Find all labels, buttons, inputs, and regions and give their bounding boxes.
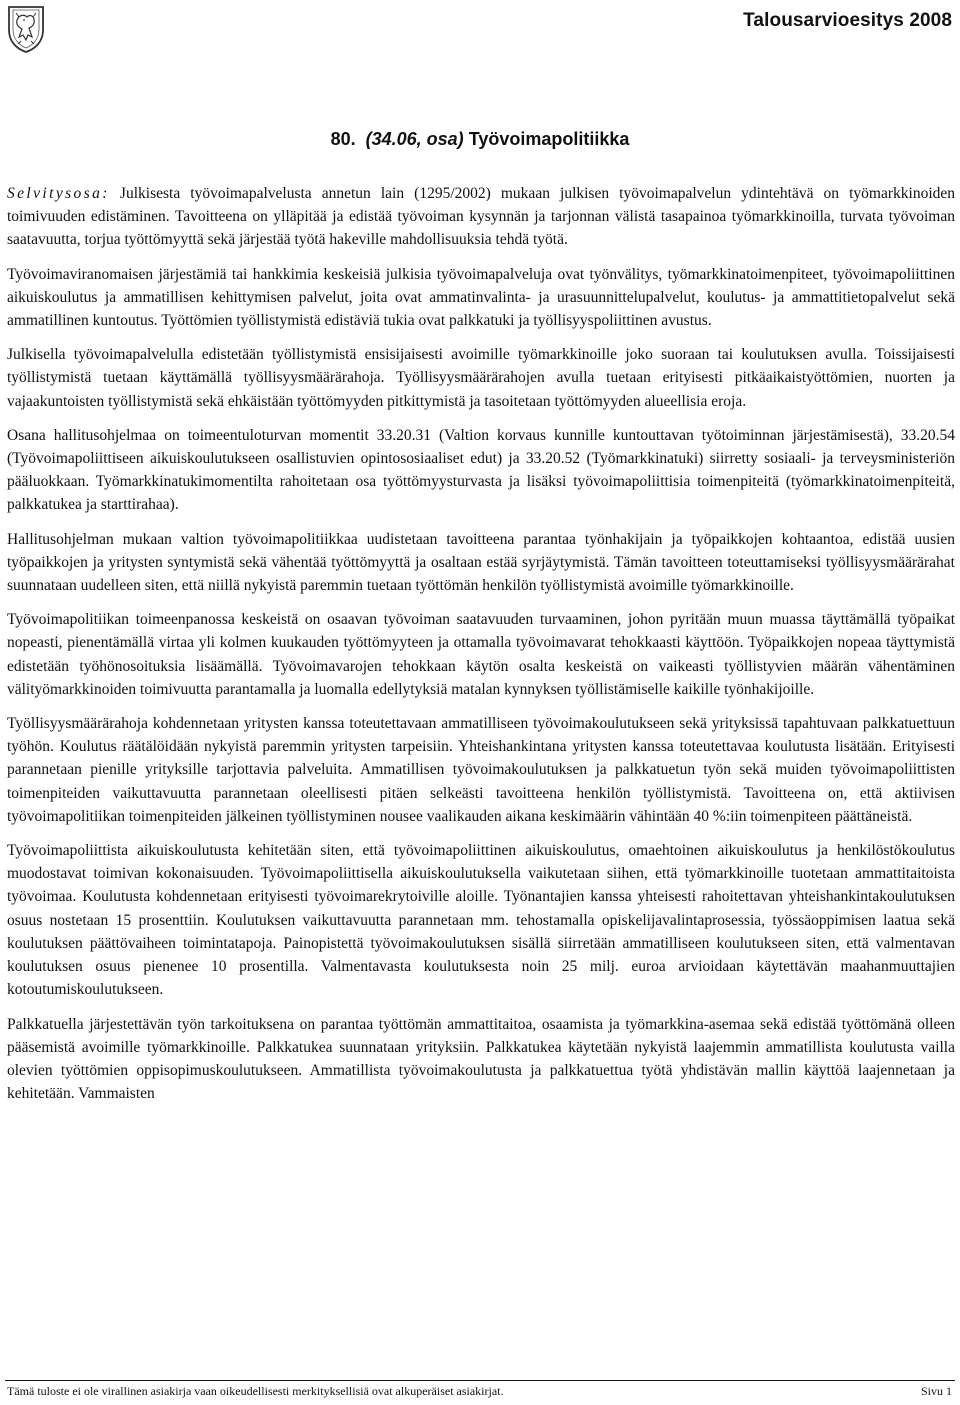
intro-paragraph [7, 182, 955, 252]
body-paragraph-7: Työvoimapoliittista aikuiskoulutusta kehitetään siten, että työvoimapoliittinen aikuiskoulutus, omaehtoinen aikuiskoulutus ja henkilöstökoulutus muodostavat toimivan kokonaisuuden. Työvoimapoliittisella aikuiskoulutuksella vaikutetaan siihen, että työmarkkinoille tuotetaan ammattitaitoista työvoimaa. Koulutusta kohdennetaan erityisesti työvoimarekrytoiville aloille. Työnantajien kanssa yhteisesti rahoitettavan yhteishankintakoulutuksen osuus nostetaan 15 prosenttiin. Koulutuksen vaikuttavuutta parannetaan mm. tehostamalla opiskelijavalintaprosessia, työssäoppimisen laatua sekä koulutuksen päättövaiheen toimintatapoja. Painopistettä työvoimakoulutuksen sisällä siirretään ammatilliseen koulutukseen siten, että valmentavan koulutuksen osuus pienenee 10 prosentilla. Valmentavasta koulutuksesta noin 25 milj. euroa arvioidaan käytettävän maahanmuuttajien kotoutumiskoulutukseen. [7, 842, 955, 999]
body-paragraph-2: Julkisella työvoimapalvelulla edistetään työllistymistä ensisijaisesti avoimille työmarkkinoille joko suoraan tai koulutuksen avulla. Toissijaisesti työllistymistä tuetaan käyttämällä työllisyysmäärärahoja. Työllisyysmäärärahojen avulla tuetaan erityisesti pitkäaikaistyöttömien, nuorten ja vajaakuntoisten työllistymistä sekä ehkäistään työttömyyden pitkittymistä ja tasoitetaan työttömyyden alueellisia eroja. [7, 346, 955, 410]
footer-disclaimer: Tämä tuloste ei ole virallinen asiakirja vaan oikeudellisesti merkityksellisiä ovat alkuperäiset asiakirjat. [7, 1384, 504, 1398]
page-number: Sivu 1 [920, 1384, 952, 1398]
document-title: Talousarvioesitys 2008 [743, 10, 952, 31]
body-paragraph-6: Työllisyysmäärärahoja kohdennetaan yritysten kanssa toteutettavaan ammatilliseen työvoimakoulutukseen sekä yrityksissä tapahtuvaan palkkatuettuun työhön. Koulutus räätälöidään nykyistä paremmin yritysten tarpeisiin. Yhteishankintana yritysten kanssa toteutettavaa koulutusta lisätään. Erityisesti parannetaan pienille yrityksille tarjottavia palveluita. Ammatillisen työvoimakoulutuksen ja palkkatuetun työn sekä muiden työvoimapoliittisten toimenpiteiden vaikuttavuutta parannetaan oleellisesti pitäen selkeästi tavoitteena henkilön työllistymistä. Tavoitteena on, että aktiivisen työvoimapolitiikan toimenpiteiden jälkeinen työllistyminen nousee vaalikauden aikana keskimäärin vähintään 40 %:iin toimenpiteen päättäneistä. [7, 715, 955, 825]
body-paragraph-4: Hallitusohjelman mukaan valtion työvoimapolitiikkaa uudistetaan tavoitteena parantaa työnhakijain ja työpaikkojen kohtaantoa, edistää uusien työpaikkojen ja yritysten syntymistä sekä vähentää työttömyyttä ja osaltaan estää syrjäytymistä. Tämän tavoitteen toteuttamiseksi työllisyysmäärärahat suunnataan uudelleen siten, että niillä nykyistä paremmin tuetaan työttömän henkilön työllistymistä avoimille työmarkkinoille. [7, 530, 955, 595]
intro-text: Julkisesta työvoimapalvelusta annetun lain (1295/2002) mukaan julkisen työvoimapalvelun ydintehtävä on työmarkkinoiden toimivuuden edistäminen. Tavoitteena on ylläpitää ja edistää työvoiman kysynnän ja tarjonnan välistä tasapainoa työmarkkinoilla, turvata työvoiman saatavuutta, torjua työttömyyttä sekä järjestää työtä hakeville mahdollisuuksia tehdä työtä. [7, 185, 956, 249]
coat-of-arms-lion-icon [5, 4, 47, 54]
intro-label: Selvitysosa: [7, 185, 110, 202]
body-paragraph-1: Työvoimaviranomaisen järjestämiä tai hankkimia keskeisiä julkisia työvoimapalveluja ovat työnvälitys, työmarkkinatoimenpiteet, työvoimapoliittinen aikuiskoulutus ja ammatillisen kehittymisen palvelut, joita ovat ammatinvalinta- ja urasuunnittelupalvelut, koulutus- ja ammattitietopalvelut sekä ammatillinen kuntoutus. Työttömien työllistymistä edistäviä tukia ovat palkkatuki ja työllisyyspoliittinen avustus. [7, 265, 955, 330]
section-title: Työvoimapolitiikka [468, 129, 630, 149]
section-number: 80. [330, 129, 356, 149]
body-paragraph-8: Palkkatuella järjestettävän työn tarkoituksena on parantaa työttömän ammattitaitoa, osaamista ja työmarkkina-asemaa sekä edistää työttömänä olleen pääsemistä avoimille työmarkkinoille. Palkkatukea suunnataan yrityksiin. Palkkatukea käytetään nykyistä laajemmin ammatillista koulutusta vailla olevien työttömien oppisopimuskoulutukseen. Ammatillista työvoimakoulutusta ja palkkatuettua työtä yhdistävän mallin käyttöä laajennetaan ja kehitetään. Vammaisten [7, 1015, 955, 1103]
body-paragraph-5: Työvoimapolitiikan toimeenpanossa keskeistä on osaavan työvoiman saatavuuden turvaaminen, johon pyritään muun muassa täyttämällä työpaikat nopeasti, pienentämällä virtaa yli kolmen kuukauden työttömyyteen ja ottamalla työvoimavarat tehokkaasti käyttöön. Työpaikkojen nopeaa täyttymistä edistetään työhönosoituksia lisäämällä. Työvoimavarojen tehokkaan käytön osalta keskeistä on vaikeasti työllistyvien määrän vähentäminen välityömarkkinoiden toimivuutta parantamalla ja luomalla edellytyksiä matalan kynnyksen työllistämiselle kaikille työnhakijoille. [7, 611, 955, 698]
footer-divider [5, 1380, 955, 1381]
document-body [7, 182, 955, 1116]
section-heading [0, 129, 960, 150]
section-reference: (34.06, osa) [365, 129, 464, 149]
body-paragraph-3: Osana hallitusohjelmaa on toimeentuloturvan momentit 33.20.31 (Valtion korvaus kunnille kuntouttavan työtoiminnan järjestämisestä), 33.20.54 (Työvoimapoliittiseen aikuiskoulutukseen osallistuvien opintososiaaliset edut) ja 33.20.52 (Työmarkkinatuki) siirretty sosiaali- ja terveysministeriön pääluokkaan. Työmarkkinatukimomentilta rahoitetaan osa työttömyysturvasta ja lisäksi työvoimapoliittisia toimenpiteitä (työmarkkinatoimenpiteitä, palkkatukea ja starttirahaa). [7, 426, 955, 514]
